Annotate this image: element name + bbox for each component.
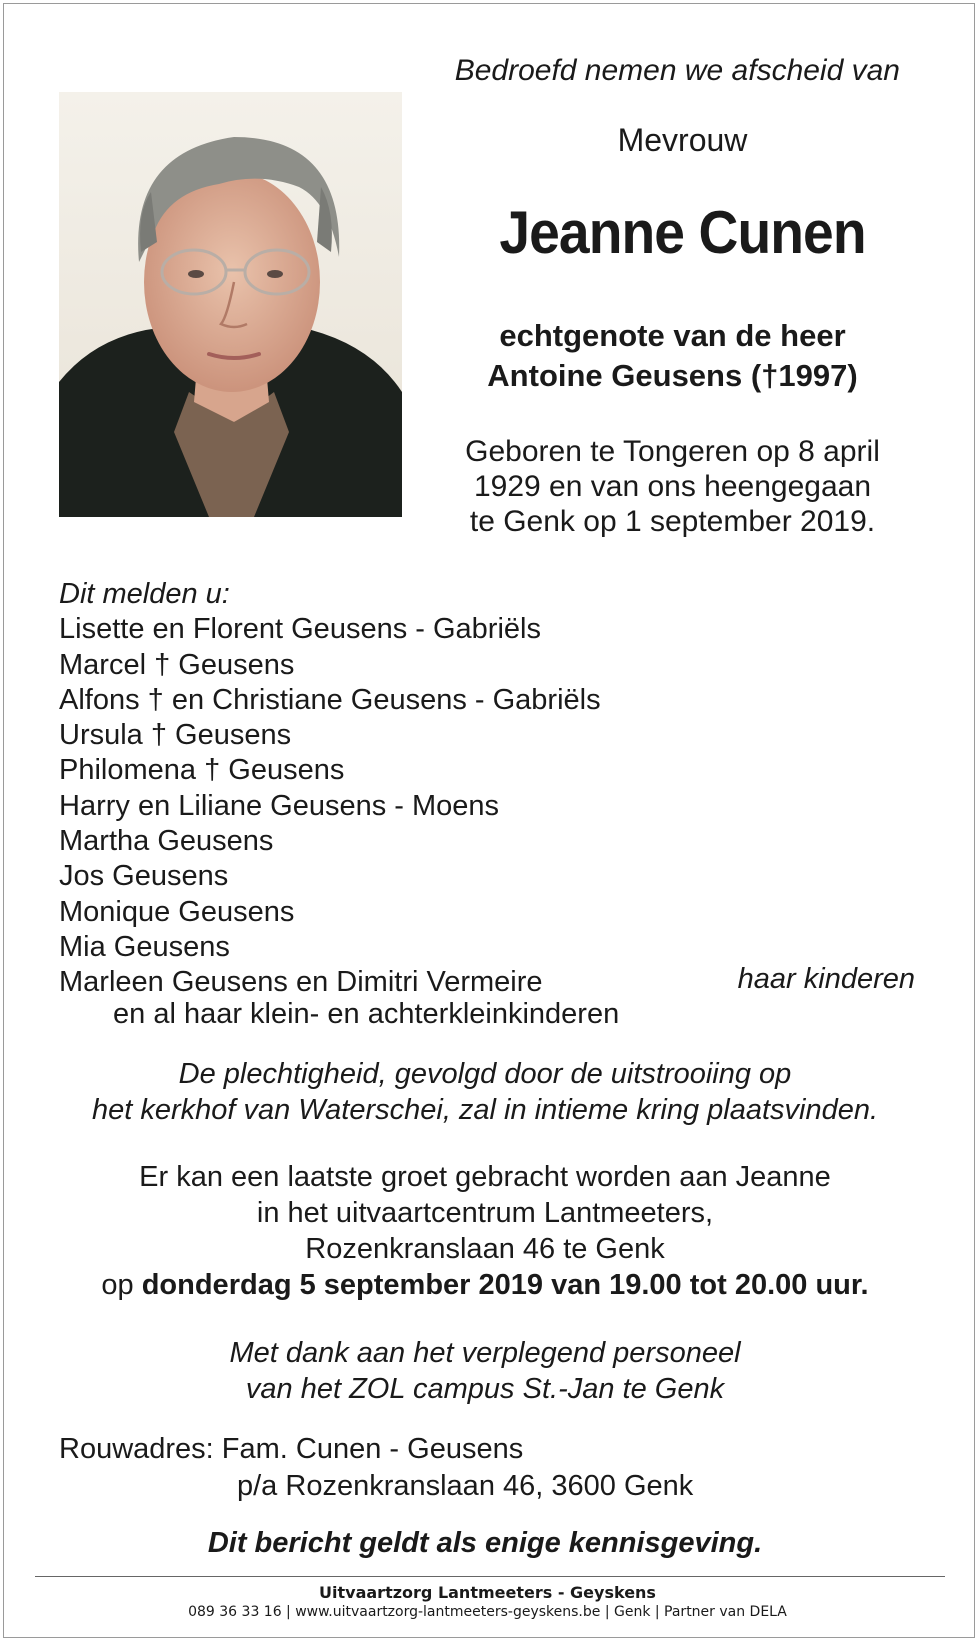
greeting-line-1: Er kan een laatste groet gebracht worden aan Jeanne xyxy=(139,1161,831,1193)
family-member: Jos Geusens xyxy=(59,860,229,893)
birth-line-2: 1929 en van ons heengegaan xyxy=(473,470,872,503)
family-member: Lisette en Florent Geusens - Gabriëls xyxy=(59,613,541,646)
spouse-line-2: Antoine Geusens (†1997) xyxy=(487,358,858,393)
mourning-address-line-1: Rouwadres: Fam. Cunen - Geusens xyxy=(59,1433,524,1465)
greeting-prefix: op xyxy=(101,1269,142,1301)
ceremony-line-2: het kerkhof van Waterschei, zal in intieme kring plaatsvinden. xyxy=(91,1094,879,1126)
greeting-line-2: in het uitvaartcentrum Lantmeeters, xyxy=(256,1197,714,1229)
portrait-photo xyxy=(59,92,402,517)
birth-death-info xyxy=(440,434,905,539)
intro-text: Bedroefd nemen we afscheid van xyxy=(454,54,900,87)
family-member: Philomena † Geusens xyxy=(59,754,345,787)
family-member: Ursula † Geusens xyxy=(59,719,292,752)
family-member: Monique Geusens xyxy=(59,895,295,928)
thanks-note xyxy=(0,1335,970,1407)
family-member: Harry en Liliane Geusens - Moens xyxy=(59,789,500,822)
family-member: Alfons † en Christiane Geusens - Gabriëls xyxy=(59,683,601,716)
family-member: Marcel † Geusens xyxy=(59,648,295,681)
thanks-line-2: van het ZOL campus St.-Jan te Genk xyxy=(245,1373,725,1405)
visit-datetime: donderdag 5 september 2019 van 19.00 tot 20.00 uur. xyxy=(141,1269,869,1301)
grandchildren-line: en al haar klein- en achterkleinkinderen xyxy=(113,998,620,1030)
birth-line-3: te Genk op 1 september 2019. xyxy=(469,505,876,538)
deceased-name: Jeanne Cunen xyxy=(499,199,866,266)
family-member: Marleen Geusens en Dimitri Vermeire xyxy=(59,966,543,999)
family-heading: Dit melden u: xyxy=(59,578,230,610)
funeral-home-contact: 089 36 33 16 | www.uitvaartzorg-lantmeeters-geyskens.be | Genk | Partner van DELA xyxy=(188,1604,787,1620)
mourning-address-line-2: p/a Rozenkranslaan 46, 3600 Genk xyxy=(237,1470,694,1502)
spouse-info xyxy=(440,316,905,396)
greeting-line-4 xyxy=(0,1267,970,1303)
funeral-home-name: Uitvaartzorg Lantmeeters - Geyskens xyxy=(319,1583,656,1602)
spouse-line-1: echtgenote van de heer xyxy=(499,318,846,353)
children-label: haar kinderen xyxy=(737,963,915,995)
family-member: Mia Geusens xyxy=(59,930,230,963)
thanks-line-1: Met dank aan het verplegend personeel xyxy=(229,1337,741,1369)
notice-statement: Dit bericht geldt als enige kennisgeving. xyxy=(207,1527,763,1559)
farewell-visit-info xyxy=(0,1159,970,1303)
deceased-title: Mevrouw xyxy=(617,122,748,158)
ceremony-info xyxy=(0,1056,970,1128)
birth-line-1: Geboren te Tongeren op 8 april xyxy=(465,435,880,468)
family-list xyxy=(59,577,601,1001)
greeting-line-3: Rozenkranslaan 46 te Genk xyxy=(305,1233,665,1265)
footer-divider xyxy=(35,1576,945,1577)
ceremony-line-1: De plechtigheid, gevolgd door de uitstrooiing op xyxy=(178,1058,792,1090)
family-member: Martha Geusens xyxy=(59,825,274,858)
